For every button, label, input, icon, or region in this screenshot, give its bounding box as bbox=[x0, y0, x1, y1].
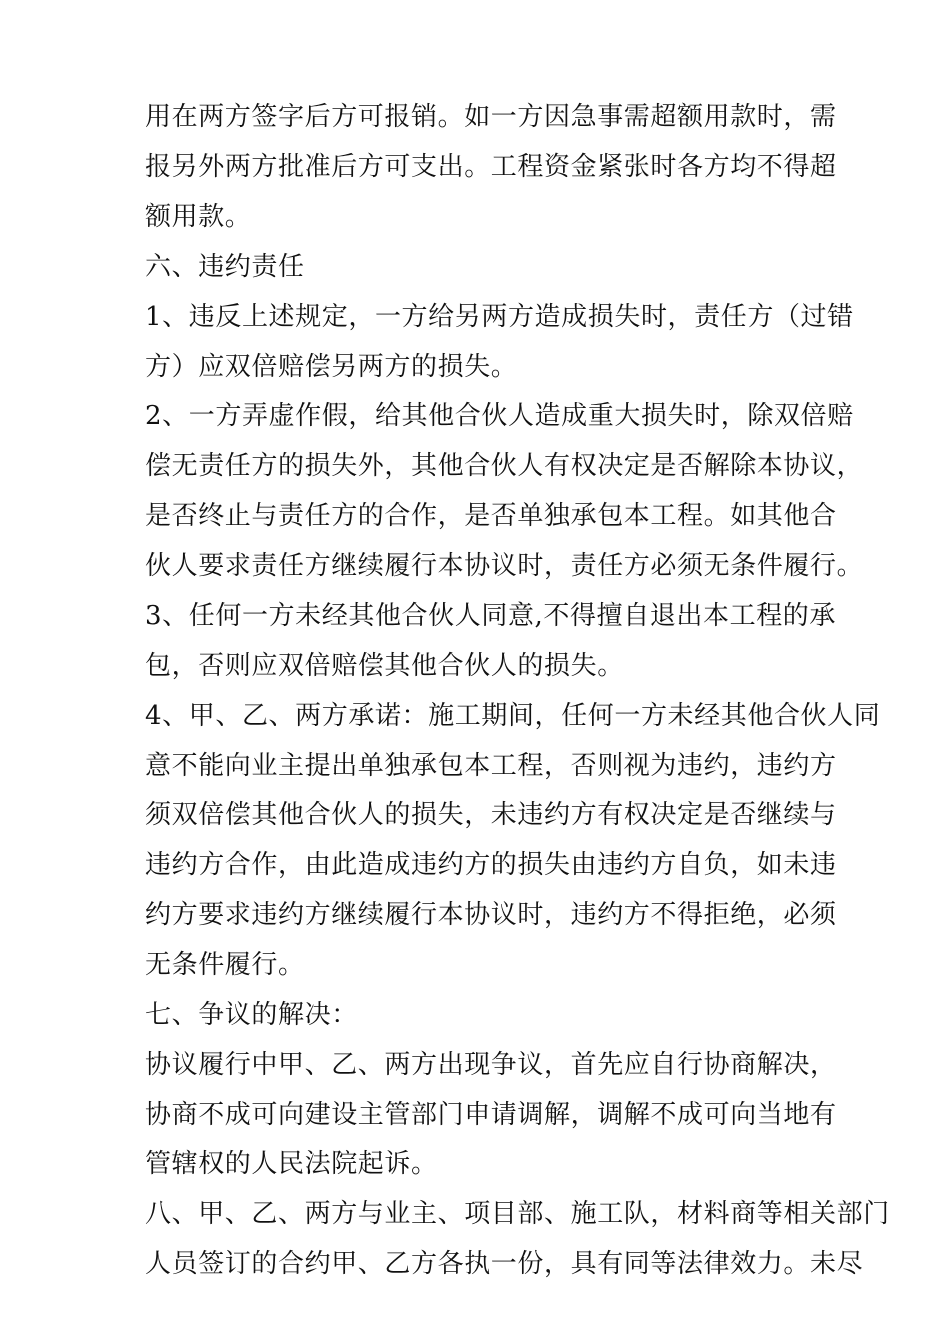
text-line: 1、违反上述规定，一方给另两方造成损失时，责任方（过错 bbox=[145, 302, 854, 332]
text-line: 2、一方弄虚作假，给其他合伙人造成重大损失时，除双倍赔 bbox=[145, 401, 854, 431]
section-heading: 六、违约责任 bbox=[145, 252, 305, 282]
text-line: 约方要求违约方继续履行本协议时，违约方不得拒绝，必须 bbox=[145, 900, 837, 930]
text-line: 包，否则应双倍赔偿其他合伙人的损失。 bbox=[145, 651, 624, 681]
text-line: 协商不成可向建设主管部门申请调解，调解不成可向当地有 bbox=[145, 1100, 837, 1130]
text-line: 是否终止与责任方的合作，是否单独承包本工程。如其他合 bbox=[145, 501, 837, 531]
text-line: 无条件履行。 bbox=[145, 950, 305, 980]
section-heading: 七、争议的解决： bbox=[145, 1000, 358, 1030]
text-line: 管辖权的人民法院起诉。 bbox=[145, 1149, 438, 1179]
text-line: 额用款。 bbox=[145, 202, 252, 232]
text-line: 报另外两方批准后方可支出。工程资金紧张时各方均不得超 bbox=[145, 152, 837, 182]
text-line: 伙人要求责任方继续履行本协议时，责任方必须无条件履行。 bbox=[145, 551, 864, 581]
text-line: 协议履行中甲、乙、两方出现争议，首先应自行协商解决， bbox=[145, 1050, 837, 1080]
text-line: 意不能向业主提出单独承包本工程，否则视为违约，违约方 bbox=[145, 751, 837, 781]
text-line: 3、任何一方未经其他合伙人同意,不得擅自退出本工程的承 bbox=[145, 601, 837, 631]
text-line: 违约方合作，由此造成违约方的损失由违约方自负，如未违 bbox=[145, 850, 837, 880]
text-line: 偿无责任方的损失外，其他合伙人有权决定是否解除本协议， bbox=[145, 451, 864, 481]
text-line: 八、甲、乙、两方与业主、项目部、施工队，材料商等相关部门 bbox=[145, 1199, 890, 1229]
text-line: 用在两方签字后方可报销。如一方因急事需超额用款时，需 bbox=[145, 102, 837, 132]
text-line: 方）应双倍赔偿另两方的损失。 bbox=[145, 352, 518, 382]
text-line: 人员签订的合约甲、乙方各执一份，具有同等法律效力。未尽 bbox=[145, 1249, 864, 1279]
text-line: 须双倍偿其他合伙人的损失，未违约方有权决定是否继续与 bbox=[145, 800, 837, 830]
text-line: 4、甲、乙、两方承诺：施工期间，任何一方未经其他合伙人同 bbox=[145, 701, 881, 731]
